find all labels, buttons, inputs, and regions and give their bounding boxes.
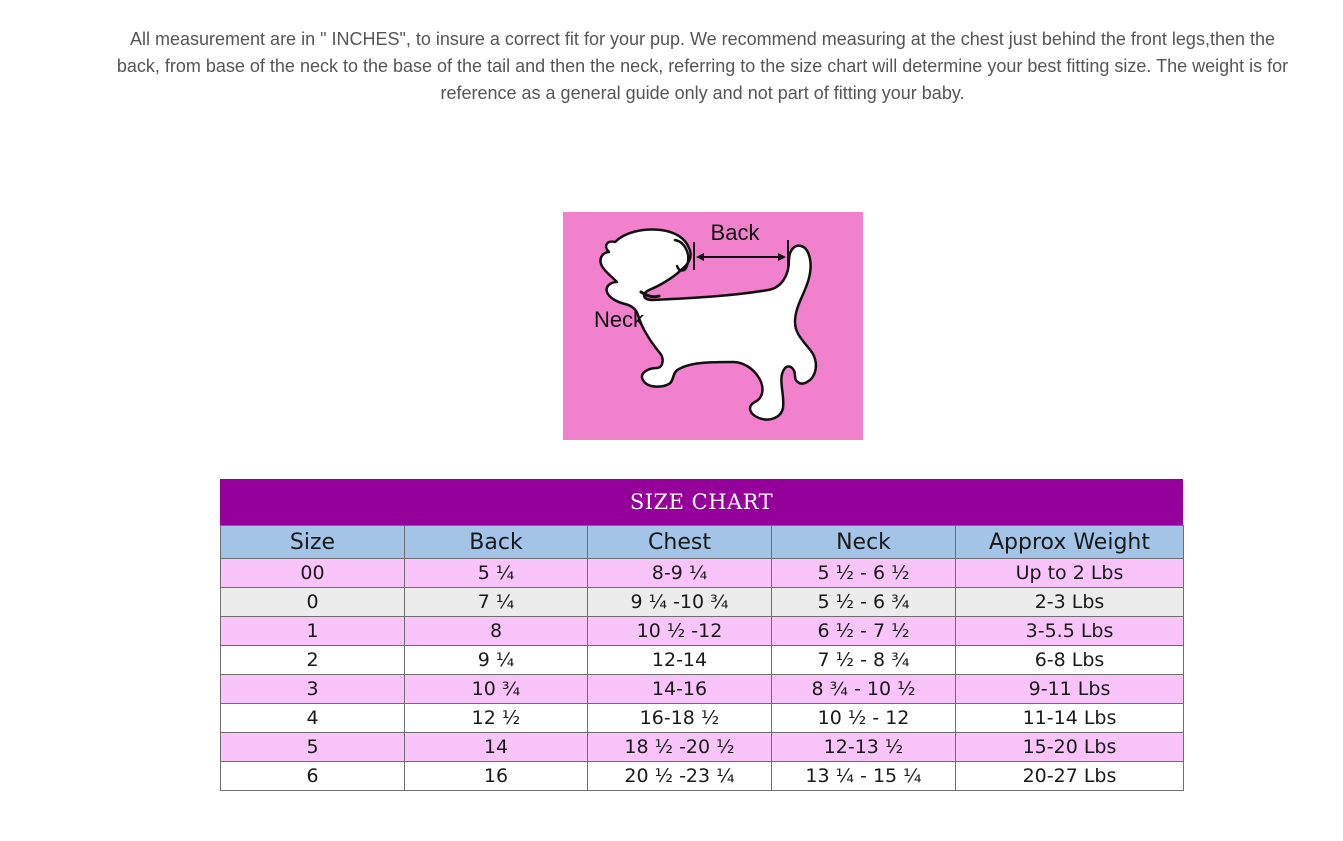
cell-chest: 20 ½ -23 ¼	[588, 762, 772, 791]
cell-neck: 12-13 ½	[772, 733, 956, 762]
cell-size: 3	[221, 675, 405, 704]
cell-neck: 7 ½ - 8 ¾	[772, 646, 956, 675]
cell-neck: 5 ½ - 6 ½	[772, 559, 956, 588]
cell-size: 1	[221, 617, 405, 646]
cell-size: 0	[221, 588, 405, 617]
cell-back: 16	[405, 762, 588, 791]
cell-weight: 2-3 Lbs	[956, 588, 1184, 617]
cell-chest: 12-14	[588, 646, 772, 675]
cell-weight: 9-11 Lbs	[956, 675, 1184, 704]
cell-weight: 15-20 Lbs	[956, 733, 1184, 762]
table-row	[221, 733, 1184, 762]
size-chart-header-row	[221, 526, 1184, 559]
cell-size: 4	[221, 704, 405, 733]
size-chart-table	[220, 525, 1184, 791]
measurement-instructions: All measurement are in " INCHES", to insure a correct fit for your pup. We recommend measuring at the chest just behind the front legs,then the back, from base of the neck to the base of the tail and then the neck, referring to the size chart will determine your best fitting size. The weight is for reference as a general guide only and not part of fitting your baby.	[116, 29, 1289, 103]
cell-back: 8	[405, 617, 588, 646]
back-arrow-left-head	[696, 253, 704, 261]
cell-chest: 9 ¼ -10 ¾	[588, 588, 772, 617]
table-row	[221, 675, 1184, 704]
back-arrow-right-head	[778, 253, 786, 261]
header-back: Back	[405, 526, 588, 559]
cell-chest: 18 ½ -20 ½	[588, 733, 772, 762]
cell-size: 5	[221, 733, 405, 762]
cell-back: 14	[405, 733, 588, 762]
cell-weight: 20-27 Lbs	[956, 762, 1184, 791]
cell-neck: 8 ¾ - 10 ½	[772, 675, 956, 704]
cell-neck: 6 ½ - 7 ½	[772, 617, 956, 646]
cell-back: 12 ½	[405, 704, 588, 733]
cell-chest: 10 ½ -12	[588, 617, 772, 646]
cell-back: 9 ¼	[405, 646, 588, 675]
neck-label: Neck	[593, 307, 645, 332]
cell-size: 2	[221, 646, 405, 675]
cell-neck: 13 ¼ - 15 ¼	[772, 762, 956, 791]
cell-neck: 10 ½ - 12	[772, 704, 956, 733]
table-row	[221, 762, 1184, 791]
cell-chest: 16-18 ½	[588, 704, 772, 733]
cell-back: 5 ¼	[405, 559, 588, 588]
header-size: Size	[221, 526, 405, 559]
cell-size: 6	[221, 762, 405, 791]
table-row	[221, 704, 1184, 733]
cell-neck: 5 ½ - 6 ¾	[772, 588, 956, 617]
cell-weight: 3-5.5 Lbs	[956, 617, 1184, 646]
header-neck: Neck	[772, 526, 956, 559]
cell-chest: 8-9 ¼	[588, 559, 772, 588]
table-row	[221, 588, 1184, 617]
cell-weight: Up to 2 Lbs	[956, 559, 1184, 588]
table-row	[221, 646, 1184, 675]
cell-weight: 6-8 Lbs	[956, 646, 1184, 675]
table-row	[221, 559, 1184, 588]
cell-back: 10 ¾	[405, 675, 588, 704]
size-chart	[220, 479, 1183, 791]
cell-back: 7 ¼	[405, 588, 588, 617]
table-row	[221, 617, 1184, 646]
size-chart-title: SIZE CHART	[220, 479, 1183, 525]
header-chest: Chest	[588, 526, 772, 559]
cell-chest: 14-16	[588, 675, 772, 704]
dog-measurement-diagram	[563, 212, 863, 440]
cell-size: 00	[221, 559, 405, 588]
cell-weight: 11-14 Lbs	[956, 704, 1184, 733]
header-approx-weight: Approx Weight	[956, 526, 1184, 559]
back-label: Back	[710, 220, 760, 245]
